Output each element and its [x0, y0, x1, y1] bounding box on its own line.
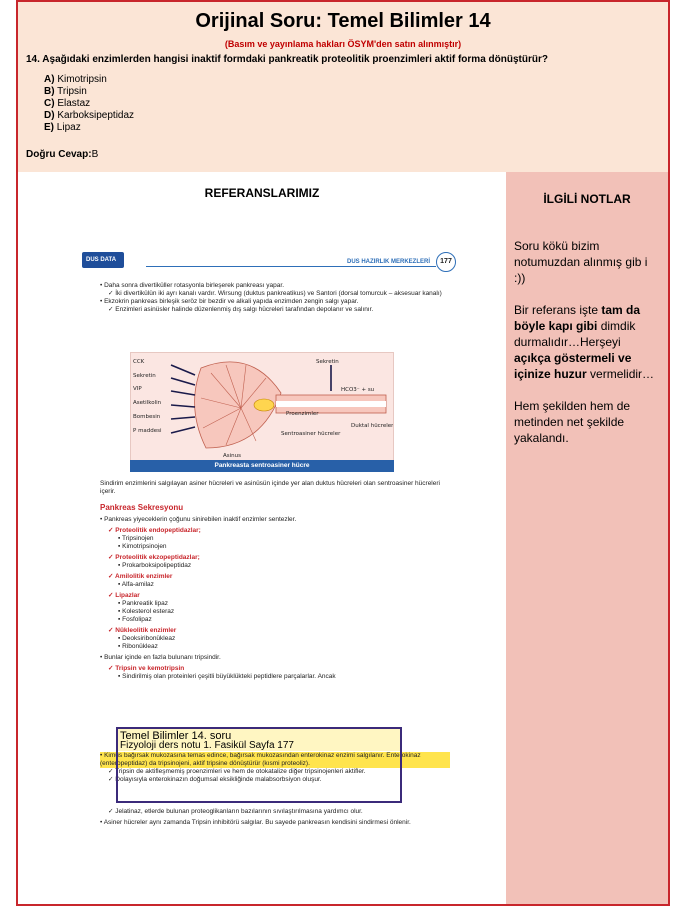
diagram-caption: Pankreasta sentroasiner hücre — [130, 460, 394, 472]
book-line: ✓ Proteolitik ekzopeptidazlar; — [108, 554, 200, 561]
label-cck: CCK — [133, 359, 145, 365]
book-line: ▪ Kolesterol esteraz — [118, 608, 175, 615]
label-ach: Asetilkolin — [133, 400, 162, 406]
answer-options — [44, 74, 134, 134]
book-line: ✓ Jelatinaz, etlerde bulunan proteoglikanların bazılarının sıvılaştırılmasına yardımcı olur. — [108, 808, 363, 815]
option-e: E) Lipaz — [44, 122, 81, 133]
highlight-line-2: Fizyoloji ders notu 1. Fasikül Sayfa 177 — [120, 740, 294, 751]
question-panel — [18, 2, 668, 172]
label-bombesin: Bombesin — [133, 414, 161, 420]
highlight-line-1: Temel Bilimler 14. soru — [120, 730, 232, 742]
note-paragraph-1: Soru kökü bizim notumuzdan alınmış gib i :)) — [514, 239, 648, 285]
option-c: C) Elastaz — [44, 98, 91, 109]
book-line: • Kimus bağırsak mukozasına temas edince, bağırsak mukozasından enterokinaz enzimi salgılanır. Enterokinaz (enteropeptidaz) da tripsinojeni, aktif tripsine dönüştürür (kısmi proteoliz). — [100, 752, 450, 768]
references-title: REFERANSLARIMIZ — [204, 186, 320, 200]
notes-body — [514, 238, 660, 462]
book-line: ✓ Lipazlar — [108, 592, 140, 599]
book-page-number: 177 — [436, 252, 456, 272]
book-page-header — [82, 248, 472, 270]
book-line: ▪ Sindirilmiş olan proteinleri çeşitli büyüklükteki peptidlere parçalarlar. Ancak — [118, 673, 336, 680]
book-line: ✓ Tripsin de aktifleşmemiş proenzimleri ve hem de otokatalize diğer tripsinojenleri aktifler. — [108, 768, 366, 775]
book-line: ✓ Amilolitik enzimler — [108, 573, 173, 580]
section-title: Pankreas Sekresyonu — [100, 503, 184, 512]
label-vip: VIP — [133, 386, 142, 392]
book-line: ▪ Deoksiribonükleaz — [118, 635, 176, 642]
book-line: ✓ Nükleolitik enzimler — [108, 627, 177, 634]
label-bicarbonate: HCO3⁻ + su — [341, 387, 375, 393]
page-title: Orijinal Soru: Temel Bilimler 14 — [195, 10, 491, 32]
book-line: ✓ Proteolitik endopeptidazlar; — [108, 527, 201, 534]
notes-title: İLGİLİ NOTLAR — [543, 192, 631, 206]
label-p-substance: P maddesi — [133, 428, 162, 434]
book-line: ▪ Fosfolipaz — [118, 616, 152, 623]
option-a: A) Kimotripsin — [44, 74, 107, 85]
book-text-top — [100, 282, 450, 314]
book-header-bar: DUS HAZIRLIK MERKEZLERİ — [146, 258, 436, 267]
question-text: 14. Aşağıdaki enzimlerden hangisi inaktif formdaki pankreatik proteolitik proenzimleri aktif forma dönüştürür? — [26, 54, 548, 65]
reference-highlight-box — [116, 727, 402, 803]
book-logo: DUS DATA — [82, 252, 124, 268]
book-line: • Daha sonra divertiküller rotasyonla birleşerek pankreası yapar. — [100, 282, 285, 289]
book-line: ▪ Prokarboksipolipeptidaz — [118, 562, 192, 569]
book-text-bottom — [100, 808, 450, 827]
highlight-label-bg — [118, 729, 400, 751]
book-line: ✓ Dolayısıyla enterokinazın doğumsal eksikliğinde malabsorbsiyon oluşur. — [108, 776, 322, 783]
option-d: D) Karboksipeptidaz — [44, 110, 135, 121]
book-text-mid: Sindirim enzimlerini salgılayan asiner hücreleri ve asinüsün içinde yer alan duktus hücreleri olan sentroasiner hücreleri içerir. — [100, 480, 440, 495]
option-b: B) Tripsin — [44, 86, 87, 97]
book-section — [100, 504, 450, 681]
note-paragraph-2: Bir referans işte tam da böyle kapı gibi dimdik durmalıdır…Herşeyi açıkça göstermeli ve içinize huzur vermelidir… — [514, 303, 655, 381]
label-proenzymes: Proenzimler — [286, 411, 319, 417]
label-duct-cells: Duktal hücreler — [351, 423, 393, 429]
book-line: ▪ Alfa-amilaz — [118, 581, 154, 588]
book-line: ✓ Tripsin ve kemotripsin — [108, 665, 185, 672]
label-acinus: Asinus — [223, 453, 241, 459]
notes-panel — [506, 172, 668, 906]
book-line: • Bunlar içinde en fazla bulunanı tripsindir. — [100, 654, 221, 661]
book-line: • Asiner hücreler aynı zamanda Tripsin inhibitörü salgılar. Bu sayede pankreasın kendisini sindirmesi önlenir. — [100, 819, 411, 826]
book-line: ▪ Pankreatik lipaz — [118, 600, 168, 607]
acinus-illustration — [131, 353, 393, 461]
book-line: ✓ İki divertikülün iki ayrı kanalı vardır. Wirsung (duktus pankreatikus) ve Santori (dorsal tomurcuk – aksesuar kanalı) — [108, 290, 442, 297]
label-centroacinar: Sentroasiner hücreler — [281, 431, 341, 437]
correct-answer: Doğru Cevap:B — [26, 149, 99, 160]
note-paragraph-3: Hem şekilden hem de metinden net şekilde yakalandı. — [514, 399, 631, 445]
label-secretin-2: Sekretin — [316, 359, 339, 365]
book-line: • Ekzokrin pankreas birleşik seröz bir bezdir ve alkali yapıda enzimden zengin salgı yapar. — [100, 298, 359, 305]
book-line: ▪ Ribonükleaz — [118, 643, 158, 650]
book-line: ▪ Tripsinojen — [118, 535, 154, 542]
book-line: ▪ Kimotripsinojen — [118, 543, 167, 550]
book-line: ✓ Enzimleri asinüsler halinde düzenlenmiş dış salgı hücreleri tarafından depolanır ve salınır. — [108, 306, 374, 313]
pancreas-diagram — [130, 352, 394, 462]
copyright-note: (Basım ve yayınlama hakları ÖSYM'den satın alınmıştır) — [224, 39, 462, 49]
label-secretin: Sekretin — [133, 373, 156, 379]
book-line: • Pankreas yiyeceklerin çoğunu sinirebilen inaktif enzimler sentezler. — [100, 516, 297, 523]
